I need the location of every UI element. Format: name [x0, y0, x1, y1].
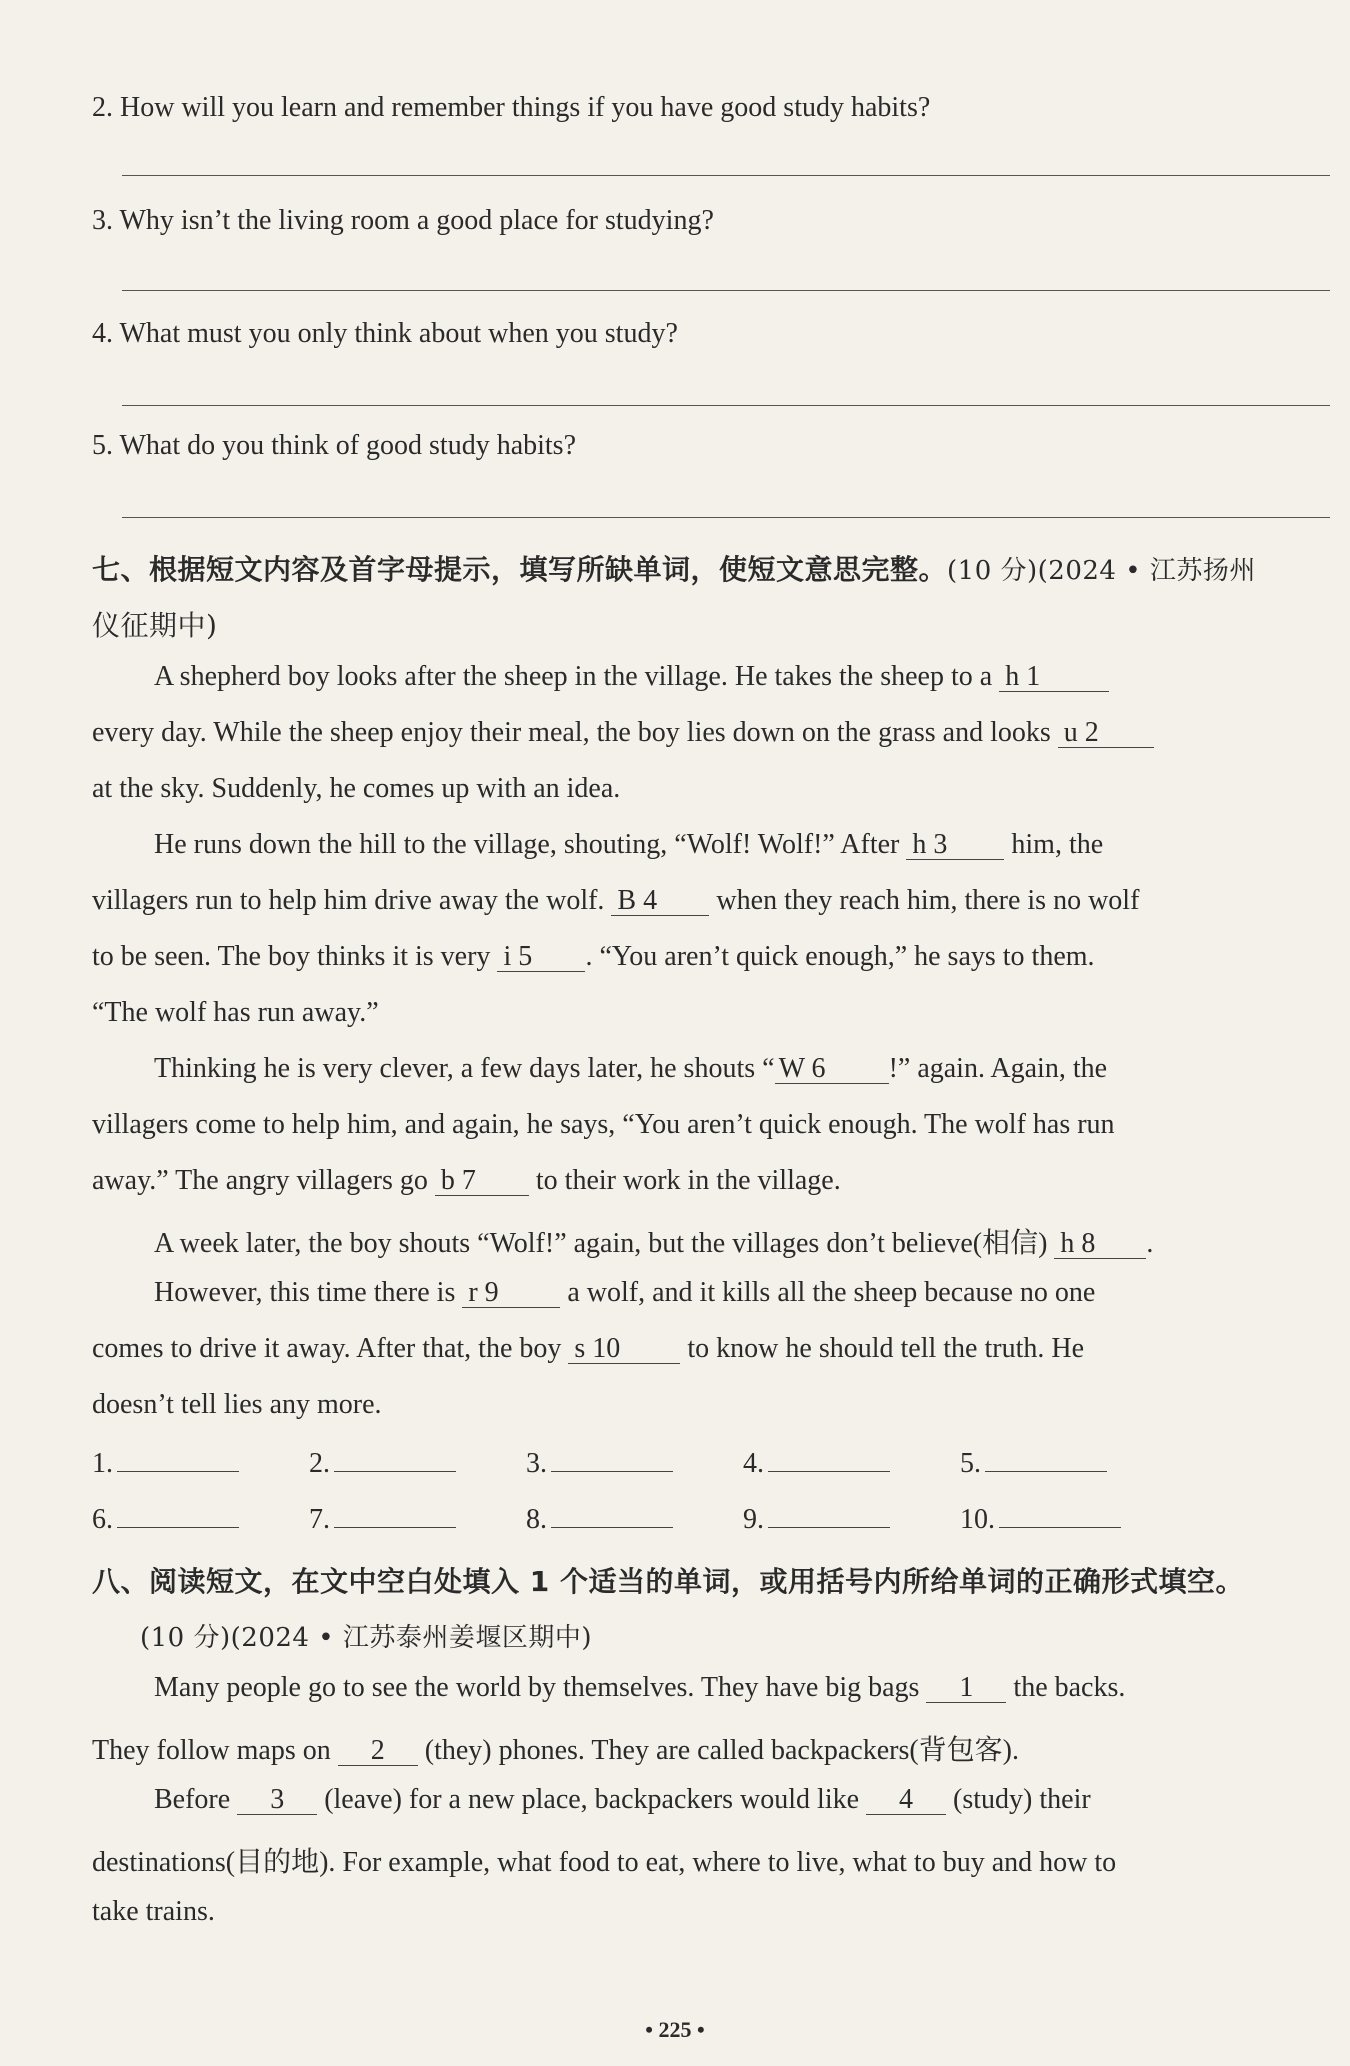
answer-number: 1. [92, 1448, 113, 1479]
passage7-line-5 [92, 885, 1330, 917]
blank-1[interactable]: h 1 [999, 662, 1109, 692]
answer-slot-2[interactable] [309, 1447, 456, 1480]
passage7-line-4 [92, 829, 1330, 861]
section-8-source: (10 分)(2024 • 江苏泰州姜堰区期中) [140, 1623, 592, 1653]
answer-line-2[interactable] [122, 175, 1330, 176]
blank-8[interactable]: h 8 [1054, 1229, 1146, 1259]
passage7-text: to be seen. The boy thinks it is very [92, 941, 491, 972]
answer-number: 7. [309, 1504, 330, 1535]
question-5: 5. What do you think of good study habits? [92, 430, 576, 461]
passage7-text: A shepherd boy looks after the sheep in the village. He takes the sheep to a [154, 661, 993, 692]
passage8-text: (leave) for a new place, backpackers would like [324, 1784, 860, 1815]
passage7-line-10 [92, 1165, 1330, 1197]
passage8-line-5: take trains. [92, 1896, 215, 1927]
passage7-text: away.” The angry villagers go [92, 1165, 428, 1196]
passage8-text: the backs. [1013, 1672, 1126, 1703]
blank-6[interactable]: W 6 [775, 1054, 889, 1084]
passage8-line-4: destinations(目的地). For example, what food to eat, where to live, what to buy and how to [92, 1847, 1117, 1878]
passage7-line-3: at the sky. Suddenly, he comes up with an idea. [92, 773, 621, 804]
answer-slot-10[interactable] [960, 1503, 1121, 1536]
question-4: 4. What must you only think about when you study? [92, 318, 678, 349]
answer-number: 10. [960, 1504, 995, 1535]
answer-slot-5[interactable] [960, 1447, 1107, 1480]
blank-10[interactable]: s 10 [568, 1334, 680, 1364]
passage7-line-2 [92, 717, 1330, 749]
answer-slot-9[interactable] [743, 1503, 890, 1536]
answer-line-3[interactable] [122, 290, 1330, 291]
passage7-line-1 [92, 661, 1330, 693]
question-3: 3. Why isn’t the living room a good place for studying? [92, 205, 714, 236]
passage8-line-3 [92, 1784, 1330, 1816]
passage7-text: when they reach him, there is no wolf [716, 885, 1140, 916]
passage7-text: . [1146, 1228, 1154, 1259]
passage8-text: They follow maps on [92, 1735, 331, 1766]
passage7-line-8 [92, 1053, 1330, 1085]
passage7-text: However, this time there is [154, 1277, 456, 1308]
answer-slot-7[interactable] [309, 1503, 456, 1536]
answer-number: 8. [526, 1504, 547, 1535]
passage8-text: (they) phones. They are called backpackers(背包客). [424, 1735, 1019, 1766]
passage8-text: (study) their [953, 1784, 1091, 1815]
answer-number: 2. [309, 1448, 330, 1479]
question-2: 2. How will you learn and remember things if you have good study habits? [92, 92, 931, 123]
passage7-text: !” again. Again, the [888, 1053, 1108, 1084]
passage7-text: him, the [1011, 829, 1104, 860]
blank-3[interactable]: h 3 [906, 830, 1004, 860]
passage8-line-1 [92, 1672, 1330, 1704]
blank8-3[interactable]: 3 [237, 1785, 317, 1815]
blank8-4[interactable]: 4 [866, 1785, 946, 1815]
passage7-text: comes to drive it away. After that, the boy [92, 1333, 562, 1364]
blank-5[interactable]: i 5 [497, 942, 585, 972]
answer-slot-8[interactable] [526, 1503, 673, 1536]
passage7-text: to their work in the village. [535, 1165, 841, 1196]
section-7-title: 七、根据短文内容及首字母提示，填写所缺单词，使短文意思完整。 [92, 553, 948, 586]
blank8-1[interactable]: 1 [926, 1673, 1006, 1703]
passage8-line-2 [92, 1728, 1330, 1768]
passage7-text: a wolf, and it kills all the sheep because no one [567, 1277, 1096, 1308]
answer-slot-1[interactable] [92, 1447, 239, 1480]
passage7-text: He runs down the hill to the village, shouting, “Wolf! Wolf!” After [154, 829, 900, 860]
passage7-line-9: villagers come to help him, and again, he says, “You aren’t quick enough. The wolf has run [92, 1109, 1115, 1140]
passage7-line-14: doesn’t tell lies any more. [92, 1389, 382, 1420]
section-7-source: 仪征期中) [92, 609, 218, 642]
answer-number: 5. [960, 1448, 981, 1479]
passage7-text: . “You aren’t quick enough,” he says to them. [585, 941, 1095, 972]
passage7-text: to know he should tell the truth. He [687, 1333, 1084, 1364]
passage7-line-7: “The wolf has run away.” [92, 997, 379, 1028]
passage7-line-6 [92, 941, 1330, 973]
blank-7[interactable]: b 7 [435, 1166, 529, 1196]
blank-9[interactable]: r 9 [462, 1278, 560, 1308]
section-7-score-source: (10 分)(2024 • 江苏扬州 [947, 556, 1256, 586]
page-number: • 225 • [645, 2017, 705, 2042]
answer-line-4[interactable] [122, 405, 1330, 406]
passage7-text: every day. While the sheep enjoy their meal, the boy lies down on the grass and looks [92, 717, 1051, 748]
answer-number: 6. [92, 1504, 113, 1535]
section-7-heading [92, 548, 1332, 588]
answer-number: 9. [743, 1504, 764, 1535]
blank-2[interactable]: u 2 [1058, 718, 1154, 748]
answer-number: 4. [743, 1448, 764, 1479]
passage7-line-11 [92, 1221, 1330, 1261]
answer-slot-6[interactable] [92, 1503, 239, 1536]
answer-slot-3[interactable] [526, 1447, 673, 1480]
section-8-heading: 八、阅读短文，在文中空白处填入 1 个适当的单词，或用括号内所给单词的正确形式填空。 [92, 1565, 1244, 1598]
blank8-2[interactable]: 2 [338, 1736, 418, 1766]
answer-line-5[interactable] [122, 517, 1330, 518]
passage8-text: Many people go to see the world by themselves. They have big bags [154, 1672, 920, 1703]
passage7-text: villagers run to help him drive away the wolf. [92, 885, 605, 916]
passage8-text: Before [154, 1784, 231, 1815]
passage7-text: A week later, the boy shouts “Wolf!” again, but the villages don’t believe(相信) [154, 1228, 1048, 1259]
answer-number: 3. [526, 1448, 547, 1479]
passage7-text: Thinking he is very clever, a few days later, he shouts “ [154, 1053, 775, 1084]
passage7-line-12 [92, 1277, 1330, 1309]
blank-4[interactable]: B 4 [611, 886, 709, 916]
passage7-line-13 [92, 1333, 1330, 1365]
answer-slot-4[interactable] [743, 1447, 890, 1480]
